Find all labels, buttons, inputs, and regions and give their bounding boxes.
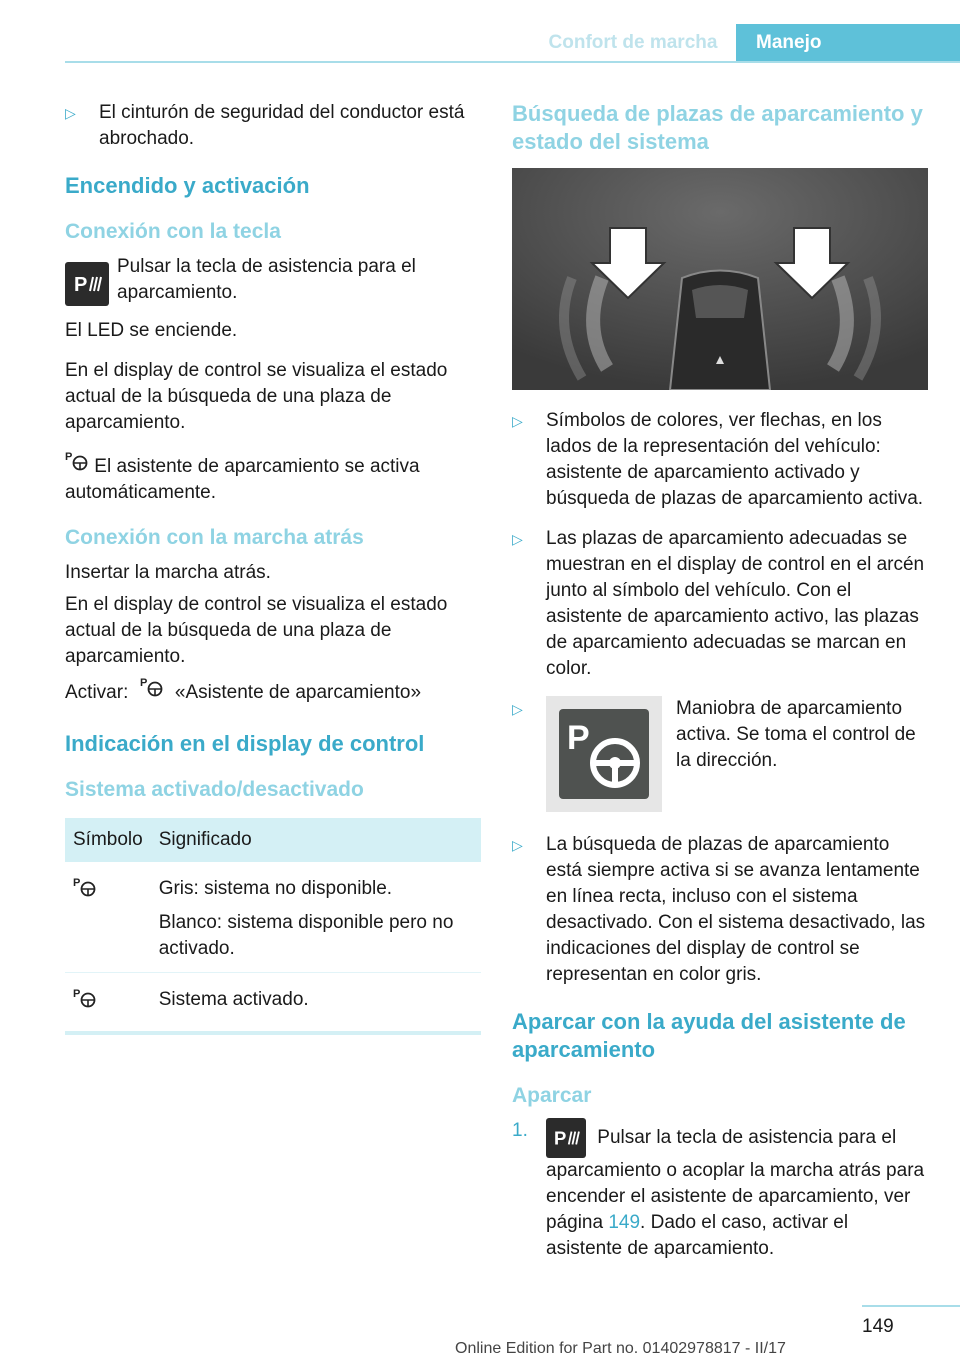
table-cell-meaning xyxy=(151,862,481,973)
park-assist-button-icon xyxy=(65,262,109,306)
bullet-arrow-icon: ▷ xyxy=(512,837,523,853)
steering-symbol-box xyxy=(546,696,662,812)
svg-text:P: P xyxy=(139,677,147,689)
table-cell-symbol xyxy=(65,973,151,1034)
step-text-end: . Dado el caso, activar el asistente de aparcamiento. xyxy=(546,1212,849,1259)
page-number: 149 xyxy=(862,1316,894,1337)
tecla-block xyxy=(65,254,481,306)
table-row xyxy=(65,973,481,1034)
table-header-row xyxy=(65,818,481,862)
bullet-text: Las plazas de aparcamiento adecuadas se muestran en el display de control en el arcén junto al símbolo del vehículo. Con el asistente de aparcamiento activo, las plazas de aparcamiento adecuadas se marcan en color. xyxy=(546,528,925,679)
led-text: El LED se enciende. xyxy=(65,320,238,341)
auto-text xyxy=(65,450,481,506)
footer-edition: Online Edition for Part no. 01402978817 - II/17 xyxy=(455,1340,786,1357)
park-assist-symbol-icon xyxy=(73,877,97,903)
header-rule xyxy=(65,61,960,63)
left-column xyxy=(65,100,481,1035)
bullet-text: Maniobra de aparcamiento activa. Se toma el control de la dirección. xyxy=(676,698,916,771)
bullet-text: Símbolos de colores, ver flechas, en los lados de la representación del vehículo: asistente de aparcamiento activado y búsqueda de plazas de aparcamiento activa. xyxy=(546,410,924,509)
right-column xyxy=(512,100,928,1276)
park-assist-active-icon xyxy=(73,988,97,1014)
activar-value: «Asistente de aparcamiento» xyxy=(174,682,422,703)
activar-line xyxy=(65,676,481,706)
park-assist-symbol-icon xyxy=(65,450,89,480)
heading-busqueda: Búsqueda de plazas de aparcamiento y estado del sistema xyxy=(512,101,923,154)
park-assist-button-icon xyxy=(546,1118,586,1158)
meaning-gray: Gris: sistema no disponible. xyxy=(158,878,393,899)
svg-text:P: P xyxy=(65,451,73,463)
bullet-text: La búsqueda de plazas de aparcamiento está siempre activa si se avanza lentamente en línea recta, incluso con el sistema desactivado. Con el sistema desactivado, las indicaciones del display de control se representan en color gris. xyxy=(546,834,926,985)
svg-text:P: P xyxy=(74,274,88,296)
step-item xyxy=(512,1118,928,1262)
list-item xyxy=(65,100,481,152)
heading-tecla: Conexión con la tecla xyxy=(65,220,281,243)
parking-display-image xyxy=(512,168,928,390)
step-text: Pulsar la tecla de asistencia para el aparcamiento o acoplar la marcha atrás para encender el asistente de aparcamiento, ver página xyxy=(546,1127,925,1233)
svg-text:P: P xyxy=(567,719,590,757)
table-col-symbol: Símbolo xyxy=(65,818,151,862)
tecla-text: Pulsar la tecla de asistencia para el aparcamiento. xyxy=(117,256,416,303)
bullet-arrow-icon: ▷ xyxy=(512,531,523,547)
table-row xyxy=(65,862,481,973)
svg-text:P: P xyxy=(554,1127,567,1149)
heading-indicacion: Indicación en el display de control xyxy=(65,731,425,756)
insertar-text: Insertar la marcha atrás. xyxy=(65,562,271,583)
meaning-white: Blanco: sistema disponible pero no activado. xyxy=(158,912,454,959)
list-item xyxy=(512,832,928,988)
table-cell-symbol xyxy=(65,862,151,973)
bullet-arrow-icon: ▷ xyxy=(512,701,523,717)
display-text-2: En el display de control se visualiza el estado actual de la búsqueda de una plaza de aparcamiento. xyxy=(65,594,448,667)
heading-aparcar-ayuda: Aparcar con la ayuda del asistente de aparcamiento xyxy=(512,1009,906,1062)
auto-text-label: El asistente de aparcamiento se activa automáticamente. xyxy=(65,456,420,503)
svg-text:P: P xyxy=(73,877,81,889)
step-number: 1. xyxy=(512,1120,528,1141)
svg-text:P: P xyxy=(73,988,81,1000)
list-item xyxy=(512,408,928,512)
activar-label: Activar: xyxy=(65,682,129,703)
heading-encendido: Encendido y activación xyxy=(65,173,310,198)
list-item xyxy=(512,696,928,812)
heading-aparcar: Aparcar xyxy=(512,1084,592,1107)
header-section: Confort de marcha xyxy=(548,31,718,53)
park-assist-symbol-icon xyxy=(140,676,164,706)
footer-rule xyxy=(862,1305,960,1307)
heading-sistema: Sistema activado/desactivado xyxy=(65,778,364,801)
table-col-meaning: Significado xyxy=(151,818,481,862)
display-text: En el display de control se visualiza el estado actual de la búsqueda de una plaza de aparcamiento. xyxy=(65,360,448,433)
steering-wheel-icon xyxy=(559,709,649,799)
table-cell-meaning: Sistema activado. xyxy=(151,973,481,1034)
header-chapter: Manejo xyxy=(736,24,960,61)
page-link[interactable]: 149 xyxy=(608,1212,641,1233)
bullet-arrow-icon: ▷ xyxy=(512,413,523,429)
symbol-table xyxy=(65,818,481,1035)
heading-marcha: Conexión con la marcha atrás xyxy=(65,526,364,549)
bullet-arrow-icon: ▷ xyxy=(65,105,76,121)
bullet-text: El cinturón de seguridad del conductor está abrochado. xyxy=(99,102,465,149)
list-item xyxy=(512,526,928,682)
